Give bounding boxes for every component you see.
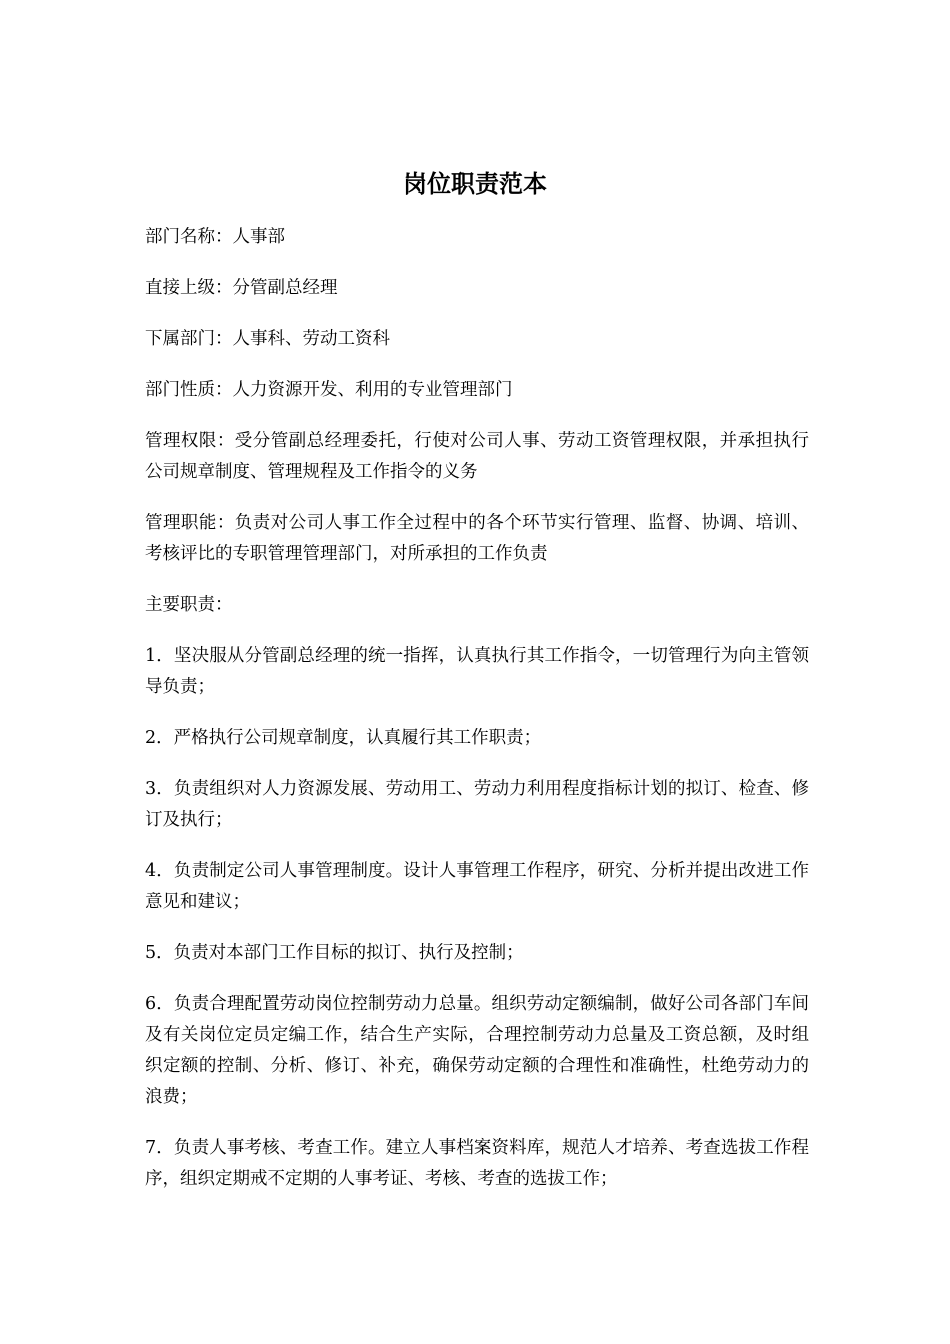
field-subordinate-departments: 下属部门：人事科、劳动工资科 bbox=[145, 329, 390, 349]
section-heading-main-duties: 主要职责： bbox=[145, 595, 233, 615]
field-management-authority: 管理权限：受分管副总经理委托，行使对公司人事、劳动工资管理权限，并承担执行公司规章制度、管理规程及工作指令的义务 bbox=[145, 431, 809, 482]
duty-item-4: 4．负责制定公司人事管理制度。设计人事管理工作程序，研究、分析并提出改进工作意见和建议； bbox=[145, 861, 809, 912]
duty-item-2: 2．严格执行公司规章制度，认真履行其工作职责； bbox=[145, 728, 542, 748]
field-management-function: 管理职能：负责对公司人事工作全过程中的各个环节实行管理、监督、协调、培训、考核评比的专职管理管理部门，对所承担的工作负责 bbox=[145, 513, 809, 564]
document-body bbox=[145, 222, 809, 1215]
duty-item-5: 5．负责对本部门工作目标的拟订、执行及控制； bbox=[145, 943, 524, 963]
duty-item-3: 3．负责组织对人力资源发展、劳动用工、劳动力利用程度指标计划的拟订、检查、修订及执行； bbox=[145, 779, 809, 830]
field-direct-superior: 直接上级：分管副总经理 bbox=[145, 278, 338, 298]
page-title: 岗位职责范本 bbox=[403, 169, 547, 198]
field-department-name: 部门名称：人事部 bbox=[145, 227, 285, 247]
duty-item-6: 6．负责合理配置劳动岗位控制劳动力总量。组织劳动定额编制，做好公司各部门车间及有关岗位定员定编工作，结合生产实际，合理控制劳动力总量及工资总额，及时组织定额的控制、分析、修订、补充，确保劳动定额的合理性和准确性，杜绝劳动力的浪费； bbox=[145, 994, 809, 1107]
duty-item-7: 7．负责人事考核、考查工作。建立人事档案资料库，规范人才培养、考查选拔工作程序，组织定期戒不定期的人事考证、考核、考查的选拔工作； bbox=[145, 1138, 809, 1189]
duty-item-1: 1．坚决服从分管副总经理的统一指挥，认真执行其工作指令，一切管理行为向主管领导负责； bbox=[145, 646, 809, 697]
field-department-nature: 部门性质：人力资源开发、利用的专业管理部门 bbox=[145, 380, 513, 400]
